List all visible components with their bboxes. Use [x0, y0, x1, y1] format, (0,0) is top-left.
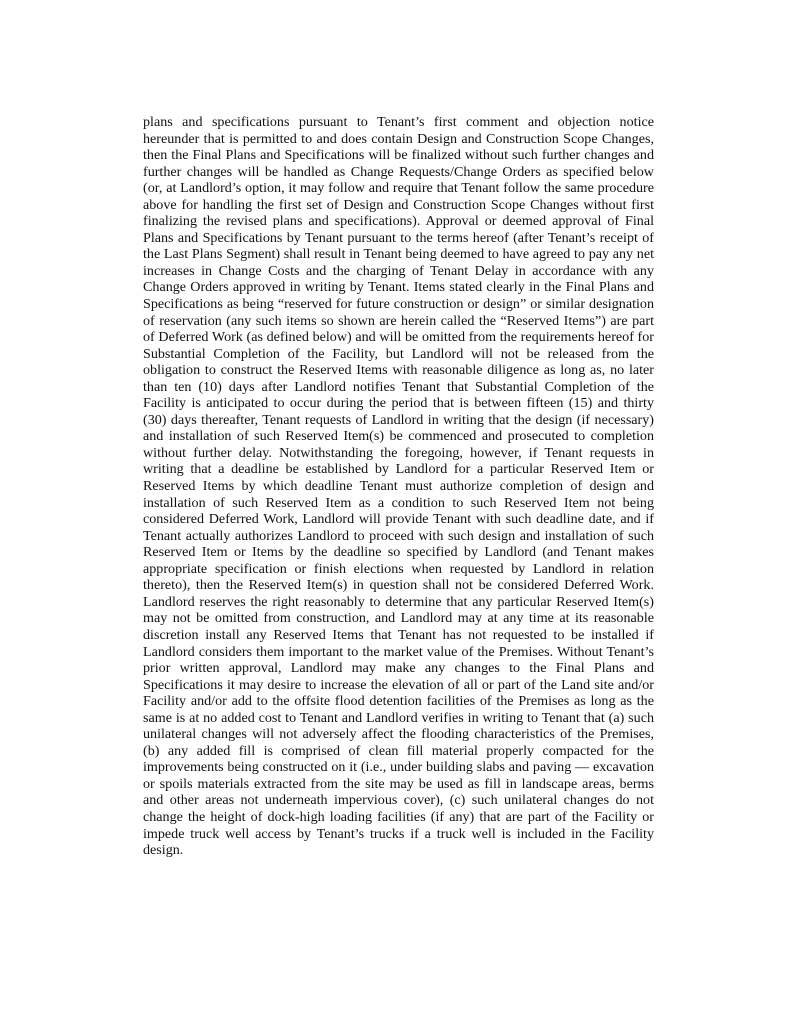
body-paragraph: plans and specifications pursuant to Tenant’s first comment and objection notice hereunder that is permitted to and does contain Design and Construction Scope Changes, then the Final Plans and Specifications will be finalized without such further changes and further changes will be handled as Change Requests/Change Orders as specified below (or, at Landlord’s option, it may follow and require that Tenant follow the same procedure above for handling the first set of Design and Construction Scope Changes without first finalizing the revised plans and specifications). Approval or deemed approval of Final Plans and Specifications by Tenant pursuant to the terms hereof (after Tenant’s receipt of the Last Plans Segment) shall result in Tenant being deemed to have agreed to pay any net increases in Change Costs and the charging of Tenant Delay in accordance with any Change Orders approved in writing by Tenant. Items stated clearly in the Final Plans and Specifications as being “reserved for future construction or design” or similar designation of reservation (any such items so shown are herein called the “Reserved Items”) are part of Deferred Work (as defined below) and will be omitted from the requirements hereof for Substantial Completion of the Facility, but Landlord will not be released from the obligation to construct the Reserved Items with reasonable diligence as long as, no later than ten (10) days after Landlord notifies Tenant that Substantial Completion of the Facility is anticipated to occur during the period that is between fifteen (15) and thirty (30) days thereafter, Tenant requests of Landlord in writing that the design (if necessary) and installation of such Reserved Item(s) be commenced and prosecuted to completion without further delay. Notwithstanding the foregoing, however, if Tenant requests in writing that a deadline be established by Landlord for a particular Reserved Item or Reserved Items by which deadline Tenant must authorize completion of design and installation of such Reserved Item as a condition to such Reserved Item not being considered Deferred Work, Landlord will provide Tenant with such deadline date, and if Tenant actually authorizes Landlord to proceed with such design and installation of such Reserved Item or Items by the deadline so specified by Landlord (and Tenant makes appropriate specification or finish elections when requested by Landlord in relation thereto), then the Reserved Item(s) in question shall not be considered Deferred Work. Landlord reserves the right reasonably to determine that any particular Reserved Item(s) may not be omitted from construction, and Landlord may at any time at its reasonable discretion install any Reserved Items that Tenant has not requested to be installed if Landlord considers them important to the market value of the Premises. Without Tenant’s prior written approval, Landlord may make any changes to the Final Plans and Specifications it may desire to increase the elevation of all or part of the Land site and/or Facility and/or add to the offsite flood detention facilities of the Premises as long as the same is at no added cost to Tenant and Landlord verifies in writing to Tenant that (a) such unilateral changes will not adversely affect the flooding characteristics of the Premises, (b) any added fill is comprised of clean fill material properly compacted for the improvements being constructed on it (i.e., under building slabs and paving — excavation or spoils materials extracted from the site may be used as fill in landscape areas, berms and other areas not underneath impervious cover), (c) such unilateral changes do not change the height of dock-high loading facilities (if any) that are part of the Facility or impede truck well access by Tenant’s trucks if a truck well is included in the Facility design. [143, 114, 654, 859]
